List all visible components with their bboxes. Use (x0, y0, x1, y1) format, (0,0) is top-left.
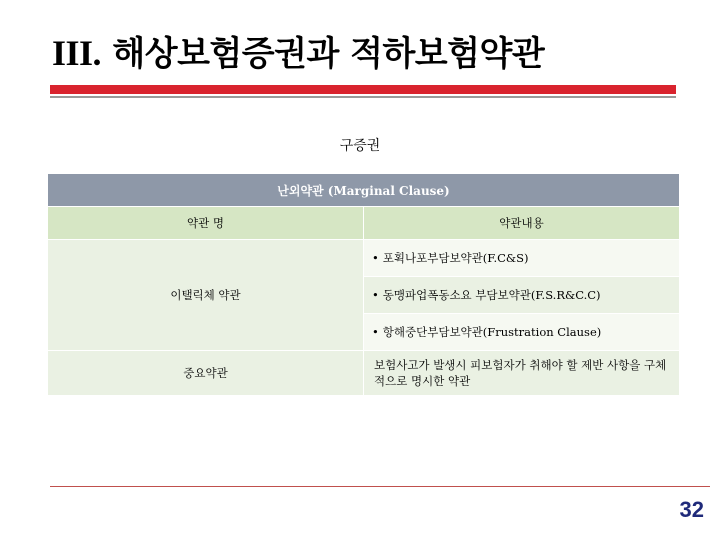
title-underline-gray (50, 96, 676, 98)
column-header-name: 약관 명 (48, 207, 364, 240)
title-underline-red (50, 85, 676, 94)
clause-item-text: 동맹파업폭동소요 부담보약관(F.S.R&C.C) (382, 288, 601, 302)
section-subtitle: 구증권 (339, 138, 381, 154)
column-header-content: 약관내용 (364, 207, 680, 240)
table-header-row (48, 174, 680, 207)
clause-name-cell: 중요약관 (48, 351, 364, 396)
clause-item-text: 포획나포부담보약관(F.C&S) (382, 251, 529, 265)
clause-description: 보험사고가 발생시 피보험자가 취해야 할 제반 사항을 구체적으로 명시한 약관 (364, 351, 680, 396)
bullet-glyph: • (372, 251, 379, 265)
footer-rule (50, 486, 710, 487)
slide-title-roman: III. (52, 33, 102, 73)
page-number: 32 (679, 497, 704, 522)
clause-item (364, 277, 680, 314)
clause-name-cell: 이탤릭체 약관 (48, 240, 364, 351)
table-row (48, 240, 680, 277)
table-header: 난외약관 (Marginal Clause) (48, 174, 680, 207)
marginal-clause-table (47, 173, 680, 396)
bullet-glyph: • (372, 325, 379, 339)
table-row (48, 351, 680, 396)
clause-item-text: 항해중단부담보약관(Frustration Clause) (382, 325, 602, 339)
column-header-row (48, 207, 680, 240)
clause-item (364, 314, 680, 351)
clause-item (364, 240, 680, 277)
slide-title-text: 해상보험증권과 적하보험약관 (112, 34, 545, 74)
slide-title (52, 26, 544, 75)
bullet-glyph: • (372, 288, 379, 302)
